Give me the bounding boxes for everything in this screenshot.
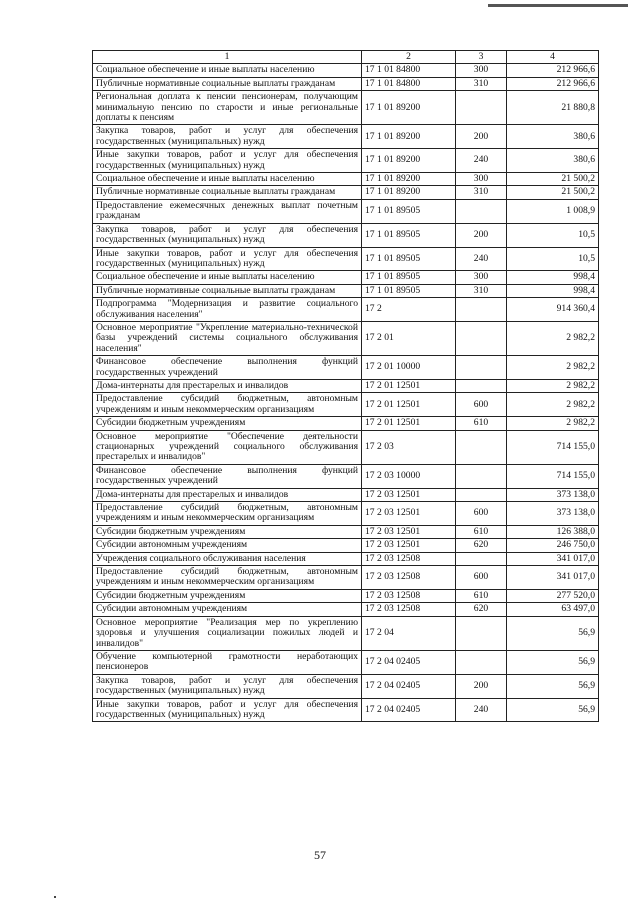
row-description: Региональная доплата к пенсии пенсионерам, получающим минимальную пенсию по старости и иные региональные доплаты к пенсиям (93, 91, 362, 125)
row-code: 17 2 01 12501 (362, 379, 456, 392)
row-expense-type: 610 (456, 589, 507, 602)
row-description: Обучение компьютерной грамотности неработающих пенсионеров (93, 650, 362, 674)
row-code: 17 2 04 02405 (362, 674, 456, 698)
row-amount: 380,6 (507, 125, 599, 149)
row-code: 17 2 01 12501 (362, 393, 456, 417)
row-expense-type (456, 379, 507, 392)
table-row (93, 525, 599, 538)
row-description: Финансовое обеспечение выполнения функций государственных учреждений (93, 464, 362, 488)
row-amount: 56,9 (507, 650, 599, 674)
row-description: Закупка товаров, работ и услуг для обеспечения государственных (муниципальных) нужд (93, 223, 362, 247)
table-row (93, 199, 599, 223)
row-description: Предоставление субсидий бюджетным, автономным учреждениям и иным некоммерческим организациям (93, 502, 362, 526)
row-amount: 56,9 (507, 674, 599, 698)
row-expense-type: 240 (456, 698, 507, 722)
row-code: 17 2 04 02405 (362, 698, 456, 722)
row-code: 17 2 01 10000 (362, 356, 456, 380)
row-expense-type: 600 (456, 393, 507, 417)
row-description: Учреждения социального обслуживания населения (93, 552, 362, 565)
page-number: 57 (314, 848, 326, 862)
row-description: Подпрограмма "Модернизация и развитие социального обслуживания населения" (93, 298, 362, 322)
row-description: Иные закупки товаров, работ и услуг для обеспечения государственных (муниципальных) нужд (93, 247, 362, 271)
table-row (93, 616, 599, 650)
row-code: 17 2 03 12508 (362, 603, 456, 616)
row-amount: 212 966,6 (507, 77, 599, 90)
row-description: Субсидии бюджетным учреждениям (93, 589, 362, 602)
row-description: Публичные нормативные социальные выплаты гражданам (93, 186, 362, 199)
table-row (93, 502, 599, 526)
row-code: 17 1 01 89505 (362, 223, 456, 247)
table-row (93, 589, 599, 602)
row-code: 17 1 01 89505 (362, 247, 456, 271)
row-expense-type: 310 (456, 186, 507, 199)
row-amount: 21 500,2 (507, 186, 599, 199)
row-expense-type: 300 (456, 173, 507, 186)
row-amount: 10,5 (507, 223, 599, 247)
row-description: Публичные нормативные социальные выплаты гражданам (93, 284, 362, 297)
row-code: 17 1 01 89505 (362, 284, 456, 297)
row-description: Закупка товаров, работ и услуг для обеспечения государственных (муниципальных) нужд (93, 125, 362, 149)
row-code: 17 2 03 12501 (362, 488, 456, 501)
row-amount: 2 982,2 (507, 393, 599, 417)
row-expense-type: 240 (456, 149, 507, 173)
page-top-rule (488, 4, 628, 7)
table-row (93, 173, 599, 186)
row-expense-type: 200 (456, 223, 507, 247)
row-code: 17 1 01 84800 (362, 64, 456, 77)
row-description: Иные закупки товаров, работ и услуг для обеспечения государственных (муниципальных) нужд (93, 149, 362, 173)
row-expense-type: 620 (456, 603, 507, 616)
row-code: 17 2 03 12508 (362, 566, 456, 590)
row-expense-type (456, 321, 507, 355)
row-amount: 56,9 (507, 616, 599, 650)
row-expense-type (456, 616, 507, 650)
row-code: 17 2 03 12501 (362, 525, 456, 538)
table-row (93, 650, 599, 674)
row-amount: 998,4 (507, 271, 599, 284)
scan-speck (54, 896, 56, 898)
row-code: 17 2 03 12508 (362, 552, 456, 565)
row-amount: 277 520,0 (507, 589, 599, 602)
row-amount: 380,6 (507, 149, 599, 173)
row-amount: 21 500,2 (507, 173, 599, 186)
row-code: 17 2 03 12501 (362, 539, 456, 552)
table-row (93, 393, 599, 417)
row-expense-type: 240 (456, 247, 507, 271)
row-code: 17 1 01 89200 (362, 125, 456, 149)
row-code: 17 1 01 89200 (362, 173, 456, 186)
table-row (93, 430, 599, 464)
header-col-3: 3 (456, 51, 507, 64)
row-expense-type (456, 199, 507, 223)
table-body (93, 64, 599, 722)
table-row (93, 91, 599, 125)
row-description: Основное мероприятие "Реализация мер по укреплению здоровья и улучшения социализации пожилых людей и инвалидов" (93, 616, 362, 650)
table-row (93, 488, 599, 501)
row-amount: 2 982,2 (507, 321, 599, 355)
row-expense-type (456, 464, 507, 488)
row-description: Дома-интернаты для престарелых и инвалидов (93, 488, 362, 501)
row-code: 17 1 01 89505 (362, 199, 456, 223)
row-amount: 56,9 (507, 698, 599, 722)
row-amount: 2 982,2 (507, 356, 599, 380)
table-row (93, 149, 599, 173)
row-expense-type (456, 430, 507, 464)
header-col-4: 4 (507, 51, 599, 64)
row-code: 17 2 03 (362, 430, 456, 464)
header-row (93, 51, 599, 64)
row-code: 17 1 01 89200 (362, 149, 456, 173)
row-description: Закупка товаров, работ и услуг для обеспечения государственных (муниципальных) нужд (93, 674, 362, 698)
row-description: Социальное обеспечение и иные выплаты населению (93, 271, 362, 284)
row-code: 17 2 04 (362, 616, 456, 650)
table-row (93, 603, 599, 616)
row-amount: 212 966,6 (507, 64, 599, 77)
row-amount: 373 138,0 (507, 502, 599, 526)
row-amount: 714 155,0 (507, 464, 599, 488)
row-expense-type: 300 (456, 271, 507, 284)
table-row (93, 64, 599, 77)
table-row (93, 186, 599, 199)
row-expense-type: 600 (456, 502, 507, 526)
table-row (93, 356, 599, 380)
row-amount: 714 155,0 (507, 430, 599, 464)
row-code: 17 2 03 12508 (362, 589, 456, 602)
row-description: Субсидии автономным учреждениям (93, 603, 362, 616)
row-expense-type (456, 356, 507, 380)
table-row (93, 247, 599, 271)
row-description: Предоставление ежемесячных денежных выплат почетным гражданам (93, 199, 362, 223)
row-expense-type (456, 298, 507, 322)
row-description: Предоставление субсидий бюджетным, автономным учреждениям и иным некоммерческим организациям (93, 566, 362, 590)
table-row (93, 566, 599, 590)
row-description: Основное мероприятие "Укрепление материально-технической базы учреждений системы социального обслуживания населения" (93, 321, 362, 355)
row-expense-type: 300 (456, 64, 507, 77)
row-code: 17 2 03 10000 (362, 464, 456, 488)
row-expense-type: 610 (456, 417, 507, 430)
row-expense-type: 620 (456, 539, 507, 552)
row-code: 17 2 01 12501 (362, 417, 456, 430)
table-row (93, 125, 599, 149)
row-expense-type: 200 (456, 125, 507, 149)
row-code: 17 1 01 84800 (362, 77, 456, 90)
row-expense-type: 310 (456, 77, 507, 90)
table-row (93, 379, 599, 392)
header-col-1: 1 (93, 51, 362, 64)
row-amount: 998,4 (507, 284, 599, 297)
row-code: 17 1 01 89200 (362, 91, 456, 125)
row-expense-type (456, 91, 507, 125)
table-row (93, 698, 599, 722)
row-expense-type (456, 552, 507, 565)
row-description: Социальное обеспечение и иные выплаты населению (93, 64, 362, 77)
row-description: Дома-интернаты для престарелых и инвалидов (93, 379, 362, 392)
row-amount: 373 138,0 (507, 488, 599, 501)
row-amount: 126 388,0 (507, 525, 599, 538)
table-row (93, 417, 599, 430)
budget-table (92, 50, 599, 722)
table-row (93, 298, 599, 322)
row-amount: 246 750,0 (507, 539, 599, 552)
row-code: 17 1 01 89200 (362, 186, 456, 199)
row-expense-type (456, 650, 507, 674)
row-code: 17 2 03 12501 (362, 502, 456, 526)
row-description: Субсидии бюджетным учреждениям (93, 417, 362, 430)
row-description: Предоставление субсидий бюджетным, автономным учреждениям и иным некоммерческим организациям (93, 393, 362, 417)
row-amount: 21 880,8 (507, 91, 599, 125)
row-amount: 341 017,0 (507, 566, 599, 590)
row-expense-type: 610 (456, 525, 507, 538)
table-row (93, 284, 599, 297)
row-code: 17 1 01 89505 (362, 271, 456, 284)
row-amount: 341 017,0 (507, 552, 599, 565)
row-amount: 2 982,2 (507, 417, 599, 430)
row-description: Финансовое обеспечение выполнения функций государственных учреждений (93, 356, 362, 380)
row-amount: 2 982,2 (507, 379, 599, 392)
row-description: Основное мероприятие "Обеспечение деятельности стационарных учреждений социального обслуживания престарелых и инвалидов" (93, 430, 362, 464)
table-row (93, 77, 599, 90)
row-amount: 1 008,9 (507, 199, 599, 223)
row-description: Субсидии автономным учреждениям (93, 539, 362, 552)
table-row (93, 223, 599, 247)
row-code: 17 2 01 (362, 321, 456, 355)
row-expense-type: 600 (456, 566, 507, 590)
row-expense-type (456, 488, 507, 501)
row-expense-type: 200 (456, 674, 507, 698)
row-description: Иные закупки товаров, работ и услуг для обеспечения государственных (муниципальных) нужд (93, 698, 362, 722)
row-amount: 10,5 (507, 247, 599, 271)
table-row (93, 674, 599, 698)
row-description: Публичные нормативные социальные выплаты гражданам (93, 77, 362, 90)
row-expense-type: 310 (456, 284, 507, 297)
table-row (93, 271, 599, 284)
header-col-2: 2 (362, 51, 456, 64)
row-description: Социальное обеспечение и иные выплаты населению (93, 173, 362, 186)
table-row (93, 552, 599, 565)
table-row (93, 464, 599, 488)
table-row (93, 321, 599, 355)
table-row (93, 539, 599, 552)
row-code: 17 2 (362, 298, 456, 322)
row-amount: 63 497,0 (507, 603, 599, 616)
row-description: Субсидии бюджетным учреждениям (93, 525, 362, 538)
row-amount: 914 360,4 (507, 298, 599, 322)
row-code: 17 2 04 02405 (362, 650, 456, 674)
